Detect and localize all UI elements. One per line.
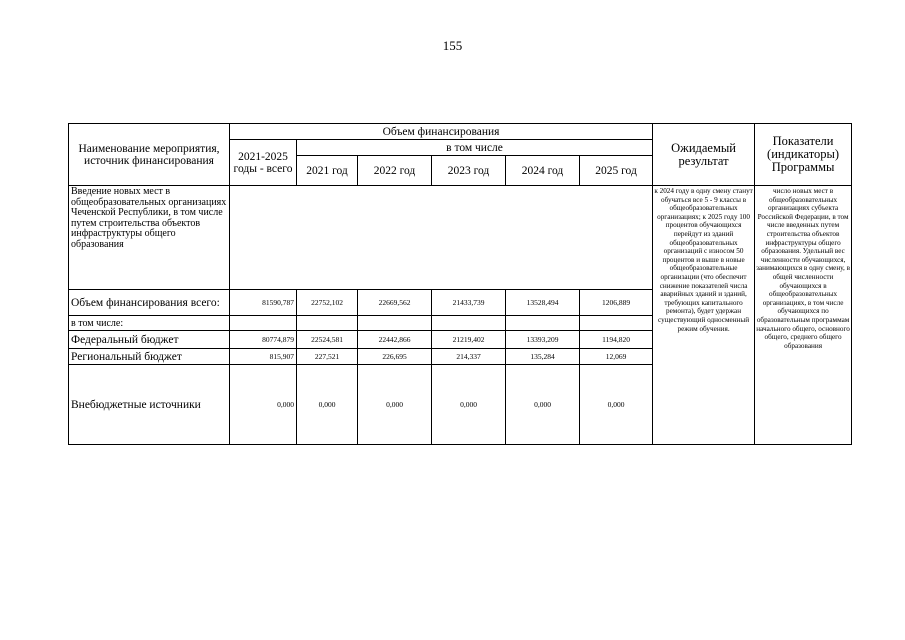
header-year-2024: 2024 год: [506, 156, 580, 186]
header-expected-result: Ожидаемый результат: [653, 124, 755, 186]
measure-empty-span: [230, 186, 653, 290]
cell-2022: 22442,866: [358, 331, 432, 349]
header-indicators: Показатели (индикаторы) Программы: [755, 124, 852, 186]
cell-2024: 13528,494: [506, 290, 580, 316]
cell-2024: 13393,209: [506, 331, 580, 349]
cell-2021: 0,000: [297, 365, 358, 445]
cell-empty: [297, 316, 358, 331]
row-label-federal: Федеральный бюджет: [69, 331, 230, 349]
header-name-col: Наименование мероприятия, источник финансирования: [69, 124, 230, 186]
cell-2022: 0,000: [358, 365, 432, 445]
cell-empty: [506, 316, 580, 331]
measure-name: Введение новых мест в общеобразовательных организациях Чеченской Республики, в том числе путем строительства объектов инфраструктуры общего образования: [69, 186, 230, 290]
header-total-col: 2021-2025 годы - всего: [230, 140, 297, 186]
financing-table: [68, 123, 852, 445]
header-row-1: [69, 124, 852, 140]
cell-2023: 0,000: [432, 365, 506, 445]
page-number: 155: [442, 38, 463, 53]
header-including: в том числе: [297, 140, 653, 156]
cell-2021: 22524,581: [297, 331, 358, 349]
cell-total: 815,907: [230, 349, 297, 365]
header-year-2021: 2021 год: [297, 156, 358, 186]
cell-2023: 21219,402: [432, 331, 506, 349]
header-year-2022: 2022 год: [358, 156, 432, 186]
cell-empty: [230, 316, 297, 331]
cell-2024: 0,000: [506, 365, 580, 445]
cell-total: 0,000: [230, 365, 297, 445]
cell-2024: 135,284: [506, 349, 580, 365]
cell-2021: 227,521: [297, 349, 358, 365]
cell-2022: 22669,562: [358, 290, 432, 316]
cell-2025: 1194,820: [580, 331, 653, 349]
cell-2022: 226,695: [358, 349, 432, 365]
cell-2025: 1206,889: [580, 290, 653, 316]
cell-empty: [432, 316, 506, 331]
header-financing-volume: Объем финансирования: [230, 124, 653, 140]
row-label-extrabudgetary: Внебюджетные источники: [69, 365, 230, 445]
cell-empty: [580, 316, 653, 331]
cell-2023: 21433,739: [432, 290, 506, 316]
expected-result-text: к 2024 году в одну смену станут обучаться все 5 - 9 классы в общеобразовательных организациях; к 2025 году 100 процентов обучающихся перейдут из зданий общеобразовательных организаций с износом 50 процентов и выше в новые общеобразовательные организации (что обеспечит снижение показателей числа аварийных зданий и зданий, требующих капитального ремонта), будет удержан существующий односменный режим обучения.: [653, 186, 755, 445]
measure-row: [69, 186, 852, 290]
row-label-total: Объем финансирования всего:: [69, 290, 230, 316]
header-year-2023: 2023 год: [432, 156, 506, 186]
row-label-regional: Региональный бюджет: [69, 349, 230, 365]
row-label-including: в том числе:: [69, 316, 230, 331]
cell-total: 80774,879: [230, 331, 297, 349]
cell-2025: 12,069: [580, 349, 653, 365]
cell-2025: 0,000: [580, 365, 653, 445]
cell-empty: [358, 316, 432, 331]
cell-2023: 214,337: [432, 349, 506, 365]
cell-total: 81590,787: [230, 290, 297, 316]
cell-2021: 22752,102: [297, 290, 358, 316]
header-year-2025: 2025 год: [580, 156, 653, 186]
indicators-text: число новых мест в общеобразовательных организациях субъекта Российской Федерации, в том числе введенных путем строительства объектов инфраструктуры общего образования. Удельный вес численности обучающихся, занимающихся в одну смену, в общей численности обучающихся в общеобразовательных организациях, в том числе обучающихся по образовательным программам начального общего, основного общего, среднего общего образования: [755, 186, 852, 445]
